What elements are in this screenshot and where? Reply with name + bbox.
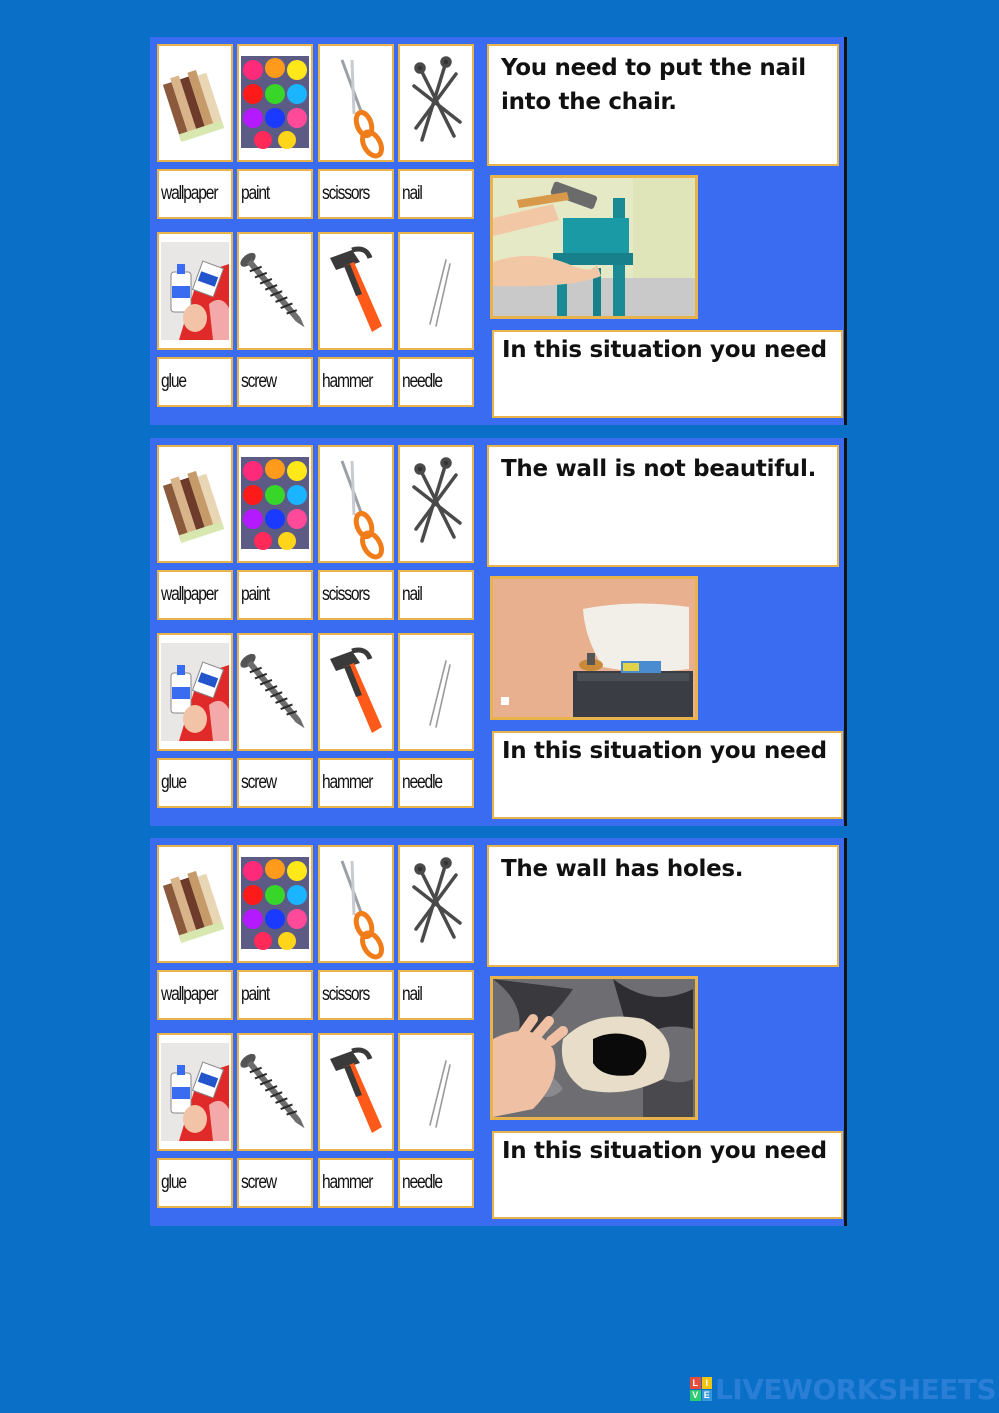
answer-prompt: In this situation you need [502, 738, 827, 764]
paint-picture-card[interactable] [237, 445, 313, 563]
answer-drop-box[interactable] [492, 1131, 843, 1219]
word-label: screw [241, 371, 276, 392]
scissors-picture-card[interactable] [318, 845, 394, 963]
hammer-icon [320, 1035, 392, 1149]
word-label: hammer [322, 1172, 373, 1193]
glue-picture-card[interactable] [157, 633, 233, 751]
screw-picture-card[interactable] [237, 633, 313, 751]
exercise-panel [150, 838, 847, 1226]
word-label: scissors [322, 183, 370, 204]
word-label: paint [241, 584, 270, 605]
exercise-panel [150, 37, 847, 425]
wallpaper-picture-card[interactable] [157, 445, 233, 563]
word-label: nail [402, 584, 422, 605]
wall-hole-photo [490, 976, 698, 1120]
patchy-wall-photo-icon [493, 579, 695, 717]
glue-icon [159, 1035, 231, 1149]
word-label: nail [402, 984, 422, 1005]
needle-icon [400, 234, 472, 348]
scissors-icon [320, 46, 392, 160]
glue-picture-card[interactable] [157, 232, 233, 350]
paint-icon [239, 847, 311, 961]
wallpaper-word-card[interactable] [157, 169, 233, 219]
nail-word-card[interactable] [398, 169, 474, 219]
needle-icon [400, 1035, 472, 1149]
word-label: glue [161, 1172, 186, 1193]
word-label: needle [402, 1172, 442, 1193]
word-label: scissors [322, 984, 370, 1005]
glue-word-card[interactable] [157, 357, 233, 407]
glue-word-card[interactable] [157, 1158, 233, 1208]
hammer-picture-card[interactable] [318, 232, 394, 350]
hammer-picture-card[interactable] [318, 633, 394, 751]
needle-word-card[interactable] [398, 357, 474, 407]
liveworksheets-brand-text: LIVEWORKSHEETS [715, 1372, 997, 1406]
screw-word-card[interactable] [237, 1158, 313, 1208]
answer-prompt: In this situation you need [502, 1138, 827, 1164]
hammer-picture-card[interactable] [318, 1033, 394, 1151]
needle-picture-card[interactable] [398, 232, 474, 350]
wallpaper-picture-card[interactable] [157, 44, 233, 162]
paint-picture-card[interactable] [237, 845, 313, 963]
word-label: paint [241, 183, 270, 204]
scissors-word-card[interactable] [318, 570, 394, 620]
liveworksheets-logo-mark: L I V E [690, 1377, 712, 1401]
nail-picture-card[interactable] [398, 44, 474, 162]
scissors-icon [320, 447, 392, 561]
word-label: needle [402, 772, 442, 793]
word-label: screw [241, 1172, 276, 1193]
word-label: wallpaper [161, 584, 218, 605]
hammer-icon [320, 234, 392, 348]
word-label: glue [161, 772, 186, 793]
wallpaper-word-card[interactable] [157, 970, 233, 1020]
nail-icon [400, 46, 472, 160]
hammering-chair-photo-icon [493, 178, 695, 316]
answer-prompt: In this situation you need [502, 337, 827, 363]
hammer-icon [320, 635, 392, 749]
situation-text: The wall has holes. [501, 856, 744, 882]
word-label: screw [241, 772, 276, 793]
patchy-wall-photo [490, 576, 698, 720]
paint-picture-card[interactable] [237, 44, 313, 162]
hammer-word-card[interactable] [318, 1158, 394, 1208]
liveworksheets-logo [690, 1373, 996, 1405]
scissors-picture-card[interactable] [318, 445, 394, 563]
wall-hole-photo-icon [493, 979, 695, 1117]
situation-text: You need to put the nail into the chair. [501, 55, 806, 115]
word-label: needle [402, 371, 442, 392]
screw-picture-card[interactable] [237, 232, 313, 350]
word-label: glue [161, 371, 186, 392]
paint-icon [239, 46, 311, 160]
answer-drop-box[interactable] [492, 330, 843, 418]
hammer-word-card[interactable] [318, 357, 394, 407]
word-label: paint [241, 984, 270, 1005]
word-label: hammer [322, 772, 373, 793]
screw-icon [239, 234, 311, 348]
situation-box [487, 44, 839, 166]
wallpaper-icon [159, 46, 231, 160]
situation-box [487, 445, 839, 567]
needle-picture-card[interactable] [398, 1033, 474, 1151]
glue-word-card[interactable] [157, 758, 233, 808]
nail-word-card[interactable] [398, 970, 474, 1020]
wallpaper-picture-card[interactable] [157, 845, 233, 963]
wallpaper-icon [159, 447, 231, 561]
wallpaper-icon [159, 847, 231, 961]
glue-picture-card[interactable] [157, 1033, 233, 1151]
nail-icon [400, 447, 472, 561]
scissors-word-card[interactable] [318, 970, 394, 1020]
hammer-word-card[interactable] [318, 758, 394, 808]
word-label: scissors [322, 584, 370, 605]
paint-word-card[interactable] [237, 169, 313, 219]
needle-icon [400, 635, 472, 749]
word-label: wallpaper [161, 183, 218, 204]
screw-word-card[interactable] [237, 357, 313, 407]
word-label: nail [402, 183, 422, 204]
situation-box [487, 845, 839, 967]
scissors-word-card[interactable] [318, 169, 394, 219]
needle-word-card[interactable] [398, 1158, 474, 1208]
scissors-icon [320, 847, 392, 961]
glue-icon [159, 234, 231, 348]
exercise-panel [150, 438, 847, 826]
scissors-picture-card[interactable] [318, 44, 394, 162]
screw-icon [239, 1035, 311, 1149]
nail-word-card[interactable] [398, 570, 474, 620]
situation-text: The wall is not beautiful. [501, 456, 817, 482]
nail-icon [400, 847, 472, 961]
screw-icon [239, 635, 311, 749]
wallpaper-word-card[interactable] [157, 570, 233, 620]
paint-word-card[interactable] [237, 970, 313, 1020]
nail-picture-card[interactable] [398, 845, 474, 963]
needle-word-card[interactable] [398, 758, 474, 808]
hammering-chair-photo [490, 175, 698, 319]
answer-drop-box[interactable] [492, 731, 843, 819]
screw-word-card[interactable] [237, 758, 313, 808]
word-label: wallpaper [161, 984, 218, 1005]
nail-picture-card[interactable] [398, 445, 474, 563]
screw-picture-card[interactable] [237, 1033, 313, 1151]
needle-picture-card[interactable] [398, 633, 474, 751]
paint-icon [239, 447, 311, 561]
paint-word-card[interactable] [237, 570, 313, 620]
glue-icon [159, 635, 231, 749]
word-label: hammer [322, 371, 373, 392]
